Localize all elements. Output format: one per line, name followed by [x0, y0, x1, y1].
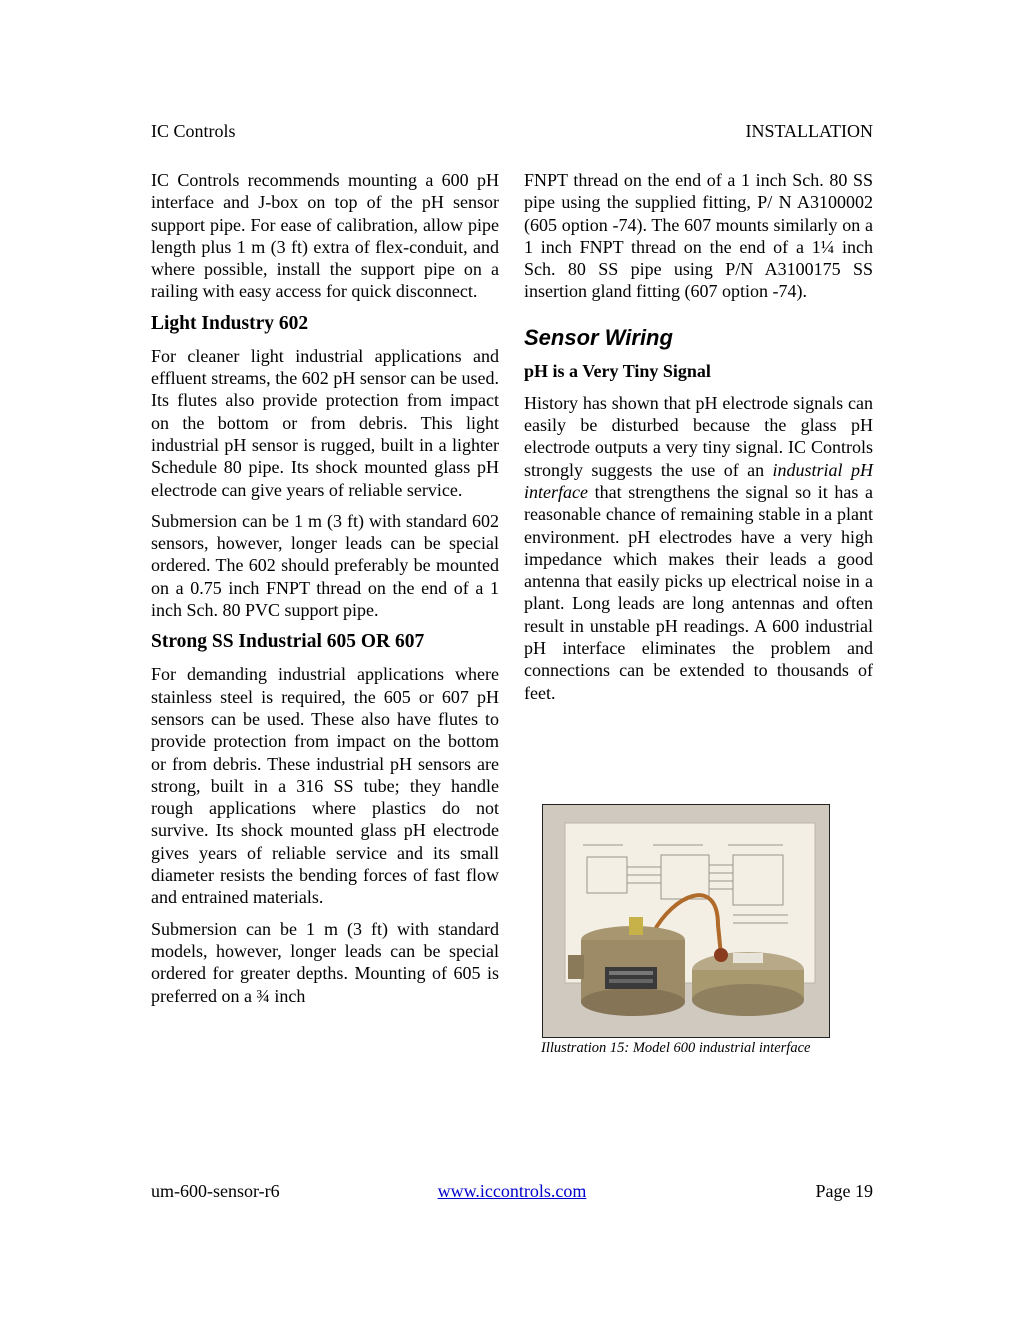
illustration-600-interface-photo: [542, 804, 830, 1038]
signal-text-before: History has shown that pH electrode signals can easily be disturbed because the glass pH electrode outputs a very tiny signal. IC Controls strongly suggests the use of an: [524, 392, 873, 480]
paragraph-fnpt-continuation: FNPT thread on the end of a 1 inch Sch. 80 SS pipe using the supplied fitting, P/ N A3100002 (605 option -74). The 607 mounts similarly on a 1 inch FNPT thread on the end of a 1¼ inch Sch. 80 SS pipe using P/N A3100175 SS insertion gland fitting (607 option -74).: [524, 170, 873, 302]
website-link[interactable]: www.iccontrols.com: [437, 1181, 587, 1201]
signal-text-after: that strengthens the signal so it has a reasonable chance of remaining stable in a plant environment. pH electrodes have a very high impedance which makes their leads a good antenna that easily picks up electrical noise in a plant. Long leads are long antennas and often result in unstable pH readings. A 600 industrial pH interface eliminates the problem and connections can be extended to thousands of feet.: [524, 481, 873, 703]
heading-light-industry-602: Light Industry 602: [151, 312, 309, 334]
right-column: [524, 169, 873, 713]
footer-document-id: um-600-sensor-r6: [151, 1181, 280, 1201]
paragraph-602-description: For cleaner light industrial applications and effluent streams, the 602 pH sensor can be used. Its flutes also provide protection from impact on the bottom or from debris. This light industrial pH sensor is rugged, built in a lighter Schedule 80 pipe. Its shock mounted glass pH electrode can give years of reliable service.: [151, 345, 499, 500]
footer-website: [151, 1181, 873, 1202]
page-footer: [151, 1181, 873, 1205]
footer-page-number: Page 19: [815, 1181, 873, 1201]
paragraph-signal: [524, 392, 873, 704]
enclosure-cap: [692, 948, 804, 1016]
page-header: [151, 121, 873, 145]
heading-ss-industrial-605-607: Strong SS Industrial 605 OR 607: [151, 631, 425, 653]
figure-caption: Illustration 15: Model 600 industrial interface: [541, 1040, 811, 1056]
heading-tiny-signal: pH is a Very Tiny Signal: [524, 360, 711, 381]
section-title-sensor-wiring: Sensor Wiring: [524, 324, 673, 350]
left-column: [151, 169, 499, 1016]
header-company: IC Controls: [151, 121, 236, 141]
intro-paragraph: IC Controls recommends mounting a 600 pH interface and J-box on top of the pH sensor support pipe. For ease of calibration, allow pipe length plus 1 m (3 ft) extra of flex-conduit, and where possible, install the support pipe on a railing with easy access for quick disconnect.: [151, 170, 499, 302]
paragraph-602-submersion: Submersion can be 1 m (3 ft) with standard 602 sensors, however, longer leads can be special ordered. The 602 should preferably be mounted on a 0.75 inch FNPT thread on the end of a 1 inch Sch. 80 PVC support pipe.: [151, 510, 499, 621]
paragraph-605-description: For demanding industrial applications where stainless steel is required, the 605 or 607 pH sensors can be used. These also have flutes to provide protection from impact on the bottom or from debris. These industrial pH sensors are strong, built in a 316 SS tube; they handle rough applications where plastics do not survive. Its shock mounted glass pH electrode gives years of reliable service and its small diameter resists the bending forces of fast flow and entrained materials.: [151, 664, 499, 908]
header-section: INSTALLATION: [745, 121, 873, 141]
signal-text-emphasis: industrial pH interface: [524, 459, 873, 502]
paragraph-605-submersion: Submersion can be 1 m (3 ft) with standard models, however, longer leads can be special ordered for greater depths. Mounting of 605 is preferred on a ¾ inch: [151, 918, 499, 1006]
photo-graphic: [543, 805, 829, 1037]
